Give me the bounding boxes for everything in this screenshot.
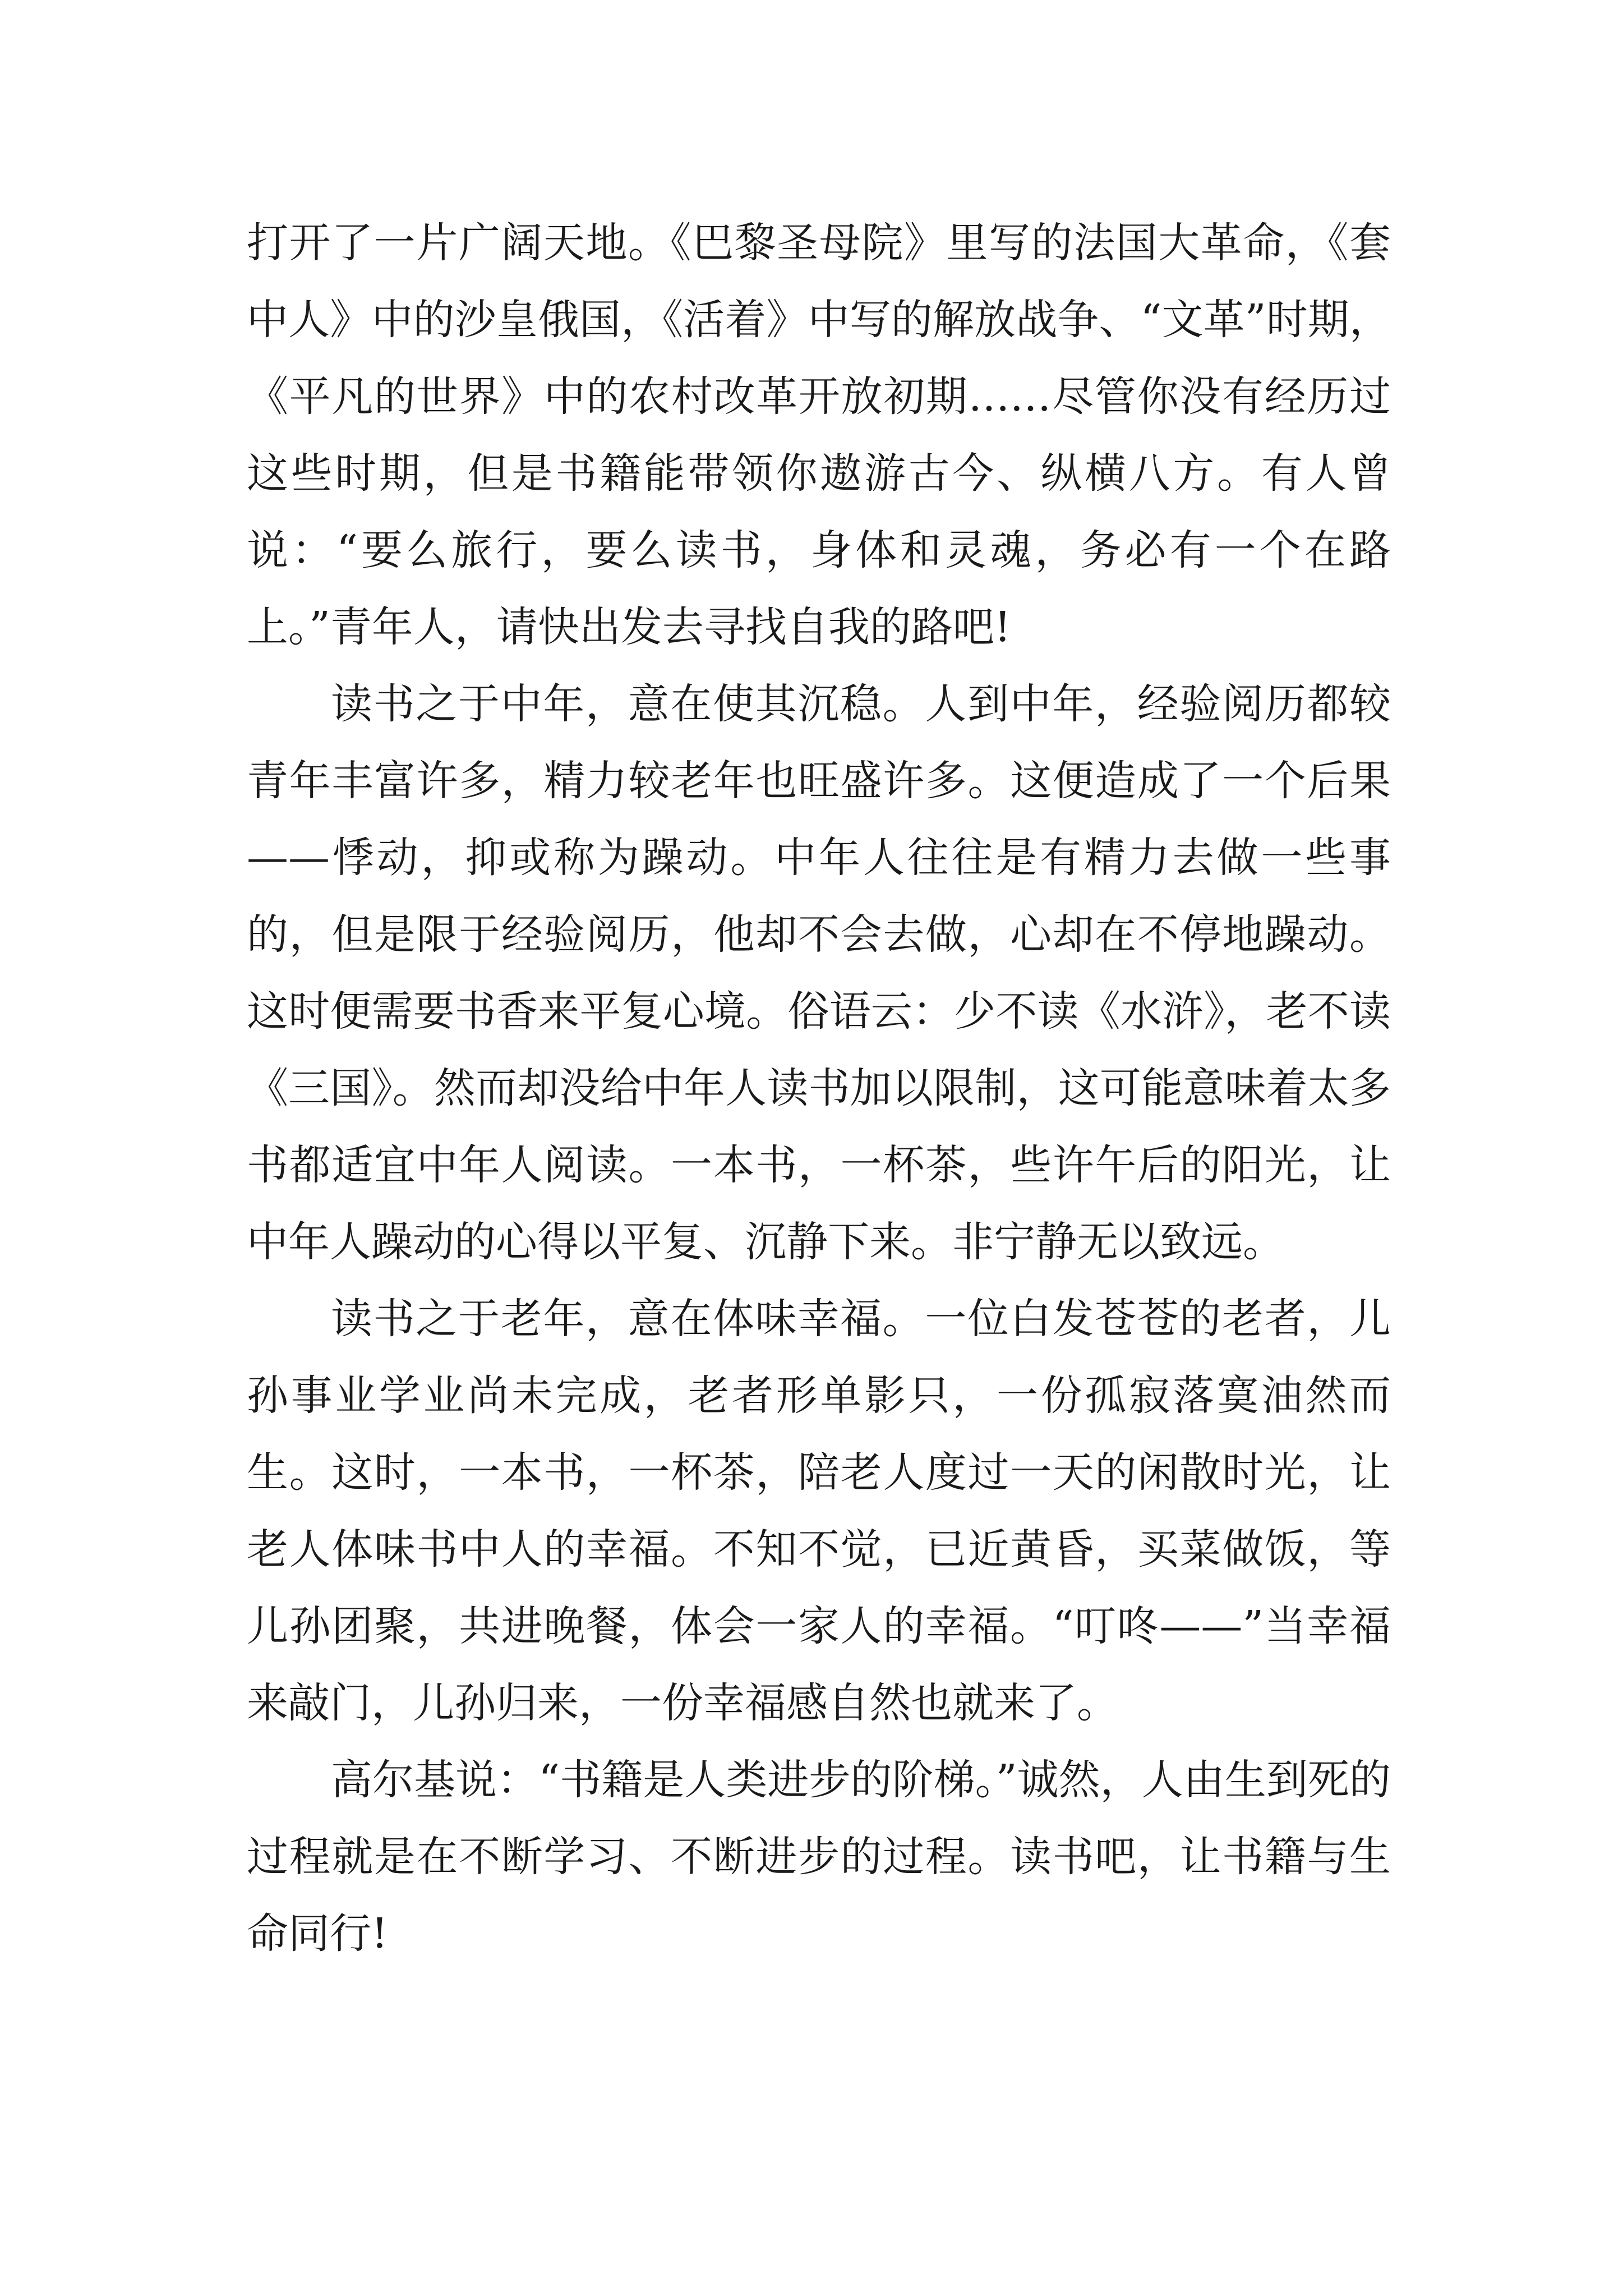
paragraph-middle-age: 读书之于中年，意在使其沉稳。人到中年，经验阅历都较青年丰富许多，精力较老年也旺盛许多。这便造成了一个后果——悸动，抑或称为躁动。中年人往往是有精力去做一些事的，但是限于经验阅历，他却不会去做，心却在不停地躁动。这时便需要书香来平复心境。俗语云：少不读《水浒》，老不读《三国》。然而却没给中年人读书加以限制，这可能意味着太多书都适宜中年人阅读。一本书，一杯茶，些许午后的阳光，让中年人躁动的心得以平复、沉静下来。非宁静无以致远。 (247, 680, 1391, 1266)
paragraph-conclusion: 高尔基说：“书籍是人类进步的阶梯。”诚然，人由生到死的过程就是在不断学习、不断进步的过程。读书吧，让书籍与生命同行! (247, 1756, 1391, 1958)
paragraph-old-age: 读书之于老年，意在体味幸福。一位白发苍苍的老者，儿孙事业学业尚未完成，老者形单影只，一份孤寂落寞油然而生。这时，一本书，一杯茶，陪老人度过一天的闲散时光，让老人体味书中人的幸福。不知不觉，已近黄昏，买菜做饭，等儿孙团聚，共进晚餐，体会一家人的幸福。“叮咚——”当幸福来敲门，儿孙归来，一份幸福感自然也就来了。 (247, 1295, 1391, 1727)
paragraph-youth-continued: 打开了一片广阔天地。《巴黎圣母院》里写的法国大革命，《套中人》中的沙皇俄国，《活着》中写的解放战争、“文革”时期，《平凡的世界》中的农村改革开放初期……尽管你没有经历过这些时期，但是书籍能带领你遨游古今、纵横八方。有人曾说：“要么旅行，要么读书，身体和灵魂，务必有一个在路上。”青年人，请快出发去寻找自我的路吧! (247, 219, 1391, 651)
essay-body (247, 205, 1391, 1972)
